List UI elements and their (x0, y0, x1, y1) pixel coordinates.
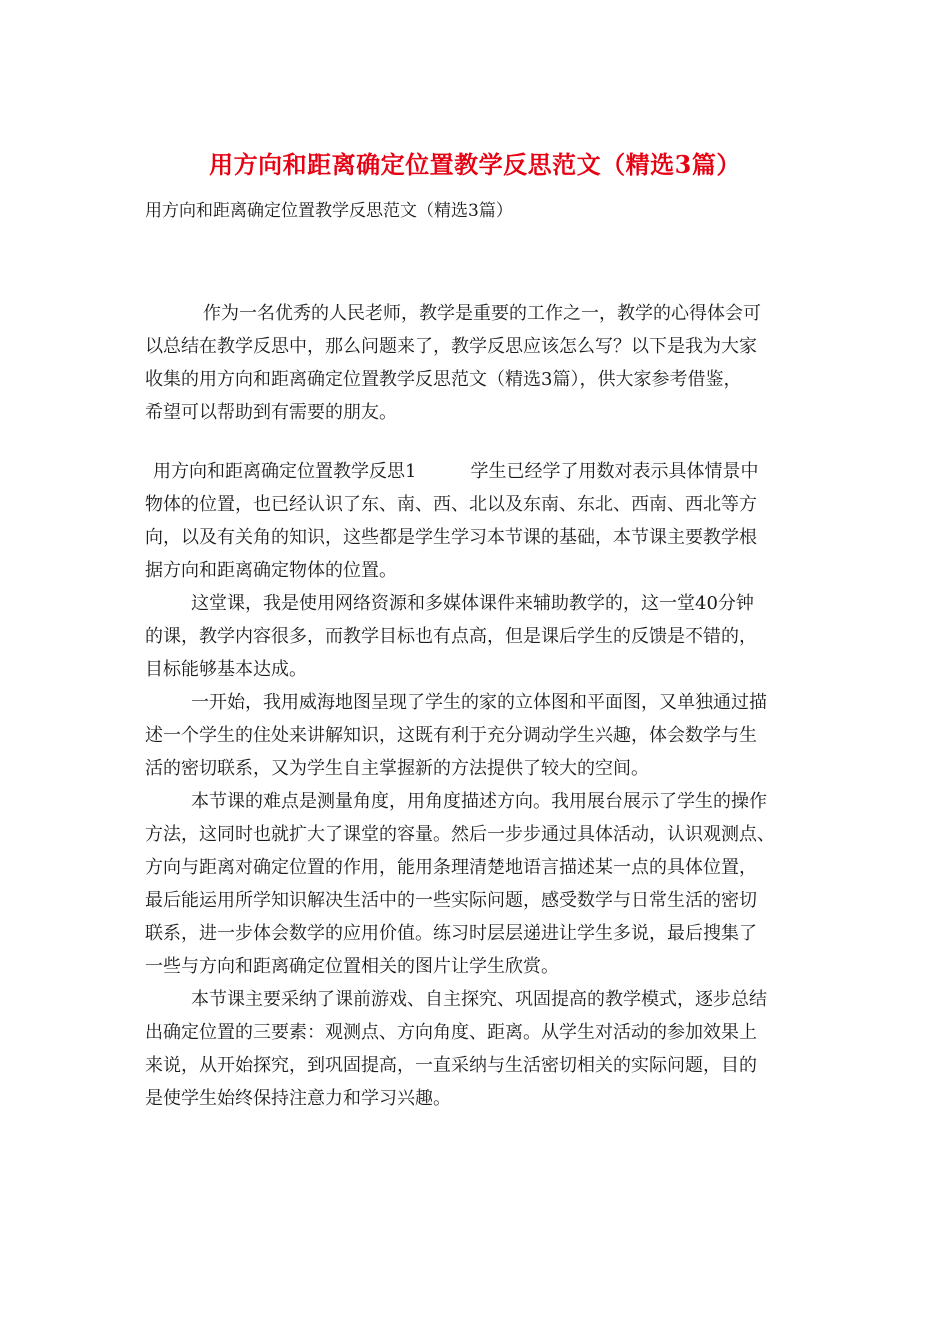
text-span: 学生已经学了用数对表示具体情景中 (470, 461, 759, 482)
document-subtitle: 用方向和距离确定位置教学反思范文（精选3篇） (145, 201, 513, 221)
text-line: 这堂课，我是使用网络资源和多媒体课件来辅助教学的，这一堂40分钟 (191, 593, 754, 614)
text-line: 目标能够基本达成。 (145, 659, 307, 680)
document-body (145, 297, 810, 1115)
paragraph-5 (145, 983, 810, 1115)
section-heading-line (145, 455, 810, 488)
paragraph-4 (145, 785, 810, 983)
paragraph-2 (145, 587, 810, 686)
text-line: 最后能运用所学知识解决生活中的一些实际问题，感受数学与日常生活的密切 (145, 890, 757, 911)
text-line: 一些与方向和距离确定位置相关的图片让学生欣赏。 (145, 956, 559, 977)
text-line: 希望可以帮助到有需要的朋友。 (145, 402, 397, 423)
text-line: 本节课主要采纳了课前游戏、自主探究、巩固提高的教学模式，逐步总结 (191, 989, 767, 1010)
paragraph-3 (145, 686, 810, 785)
spacer (145, 429, 810, 455)
text-line: 方法，这同时也就扩大了课堂的容量。然后一步步通过具体活动，认识观测点、 (145, 824, 775, 845)
text-line: 据方向和距离确定物体的位置。 (145, 560, 397, 581)
section-1-paragraph (145, 455, 810, 587)
text-line: 来说，从开始探究，到巩固提高，一直采纳与生活密切相关的实际问题，目的 (145, 1055, 757, 1076)
text-line: 收集的用方向和距离确定位置教学反思范文（精选3篇），供大家参考借鉴， (145, 369, 742, 390)
section-heading: 用方向和距离确定位置教学反思1 (153, 461, 417, 482)
text-line: 作为一名优秀的人民老师，教学是重要的工作之一，教学的心得体会可 (203, 303, 761, 324)
text-line: 的课，教学内容很多，而教学目标也有点高，但是课后学生的反馈是不错的， (145, 626, 757, 647)
text-line: 以总结在教学反思中，那么问题来了，教学反思应该怎么写？以下是我为大家 (145, 336, 757, 357)
text-line: 联系，进一步体会数学的应用价值。练习时层层递进让学生多说，最后搜集了 (145, 923, 757, 944)
text-line: 一开始，我用威海地图呈现了学生的家的立体图和平面图，又单独通过描 (191, 692, 767, 713)
text-line: 是使学生始终保持注意力和学习兴趣。 (145, 1088, 451, 1109)
text-line: 活的密切联系，又为学生自主掌握新的方法提供了较大的空间。 (145, 758, 649, 779)
document-title: 用方向和距离确定位置教学反思范文（精选3篇） (209, 150, 741, 179)
text-line: 向，以及有关角的知识，这些都是学生学习本节课的基础，本节课主要教学根 (145, 527, 757, 548)
text-line: 述一个学生的住处来讲解知识，这既有利于充分调动学生兴趣，体会数学与生 (145, 725, 757, 746)
intro-paragraph (145, 297, 810, 429)
text-line: 出确定位置的三要素：观测点、方向角度、距离。从学生对活动的参加效果上 (145, 1022, 757, 1043)
text-line: 方向与距离对确定位置的作用，能用条理清楚地语言描述某一点的具体位置， (145, 857, 757, 878)
text-line: 本节课的难点是测量角度，用角度描述方向。我用展台展示了学生的操作 (191, 791, 767, 812)
text-line: 物体的位置，也已经认识了东、南、西、北以及东南、东北、西南、西北等方 (145, 494, 757, 515)
